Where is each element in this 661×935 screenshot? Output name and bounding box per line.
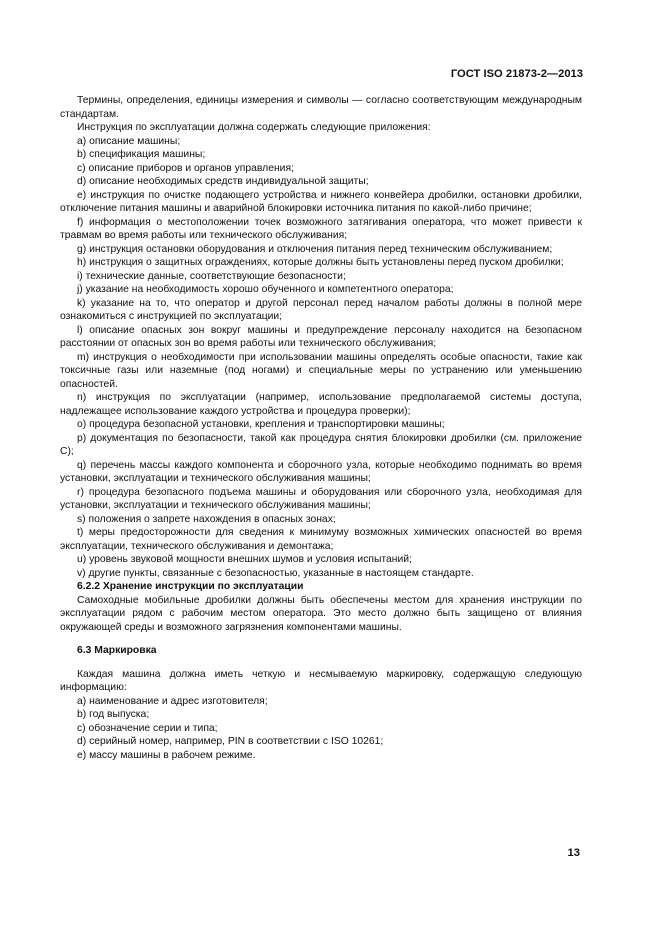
list-item: b) спецификация машины;	[77, 149, 206, 160]
list-item: f) информация о местоположении точек возможного затягивания оператора, что может привести к травмам во время работы или технического обслуживания;	[60, 216, 582, 241]
list-item: b) год выпуска;	[77, 709, 150, 720]
section-heading: 6.2.2 Хранение инструкции по эксплуатации	[77, 581, 304, 592]
list-item: c) обозначение серии и типа;	[77, 722, 218, 734]
list-item: c) описание приборов и органов управления;	[77, 162, 294, 174]
page-number: 13	[567, 847, 580, 859]
list-item: v) другие пункты, связанные с безопасностью, указанные в настоящем стандарте.	[77, 567, 474, 579]
section-heading: 6.3 Маркировка	[77, 645, 157, 656]
list-item: l) описание опасных зон вокруг машины и предупреждение персоналу находится на безопасном расстоянии от опасных зон во время работы или технического обслуживания;	[60, 324, 582, 349]
page-content	[60, 94, 582, 762]
list-item: t) меры предосторожности для сведения к минимуму возможных химических опасностей во время эксплуатации, технического обслуживания и демонтажа;	[60, 527, 582, 552]
list-item: d) описание необходимых средств индивидуальной защиты;	[77, 176, 369, 187]
list-item: r) процедура безопасного подъема машины и оборудования или сборочного узла, необходимая для установки, эксплуатации и технического обслуживания машины;	[60, 486, 582, 511]
list-item: a) описание машины;	[77, 135, 181, 147]
list-item: h) инструкция о защитных ограждениях, которые должны быть установлены перед пуском дробилки;	[77, 257, 564, 268]
list-item: q) перечень массы каждого компонента и сборочного узла, которые необходимо поднимать во время установки, эксплуатации и технического обслуживания машины;	[60, 459, 582, 484]
list-item: a) наименование и адрес изготовителя;	[77, 695, 268, 707]
list-item: j) указание на необходимость хорошо обученного и компетентного оператора;	[77, 284, 454, 295]
intro-paragraph: Термины, определения, единицы измерения и символы — согласно соответствующим международным стандартам.	[60, 95, 582, 120]
list-item: u) уровень звуковой мощности внешних шумов и условия испытаний;	[77, 554, 412, 565]
section-paragraph: Самоходные мобильные дробилки должны быть обеспечены местом для хранения инструкции по эксплуатации рядом с рабочим местом оператора. Это место должно быть защищено от влияния окружающей среды и возможного загрязнения компонентами машины.	[60, 594, 582, 633]
intro-paragraph: Инструкция по эксплуатации должна содержать следующие приложения:	[77, 122, 431, 133]
list-item: o) процедура безопасной установки, крепления и транспортировки машины;	[77, 419, 445, 430]
list-item: e) инструкция по очистке подающего устройства и нижнего конвейера дробилки, остановки дробилки, отключение питания машины и аварийной блокировки источника питания по какой-либо причине;	[60, 189, 582, 214]
list-item: p) документация по безопасности, такой как процедура снятия блокировки дробилки (см. приложение С);	[60, 432, 582, 457]
list-item: k) указание на то, что оператор и другой персонал перед началом работы должны в полной мере ознакомиться с инструкцией по эксплуатации;	[60, 297, 582, 322]
section-paragraph: Каждая машина должна иметь четкую и несмываемую маркировку, содержащую следующую информацию:	[60, 668, 582, 693]
document-id: ГОСТ ISO 21873-2—2013	[450, 68, 583, 80]
list-item: g) инструкция остановки оборудования и отключения питания перед техническим обслуживанием;	[77, 243, 553, 255]
list-item: d) серийный номер, например, PIN в соответствии с ISO 10261;	[77, 736, 384, 747]
list-item: e) массу машины в рабочем режиме.	[77, 749, 256, 761]
appendix-list	[60, 135, 582, 581]
marking-list	[60, 695, 582, 763]
list-item: m) инструкция о необходимости при использовании машины определять особые опасности, такие как токсичные газы или наземные (под ногами) и специальные меры по устранению или уменьшению опасностей.	[60, 351, 582, 390]
list-item: i) технические данные, соответствующие безопасности;	[77, 270, 346, 282]
list-item: n) инструкция по эксплуатации (например, использование предполагаемой системы доступа, надлежащее использование каждого устройства и процедура проверки);	[60, 392, 582, 417]
list-item: s) положения о запрете нахождения в опасных зонах;	[77, 513, 336, 525]
